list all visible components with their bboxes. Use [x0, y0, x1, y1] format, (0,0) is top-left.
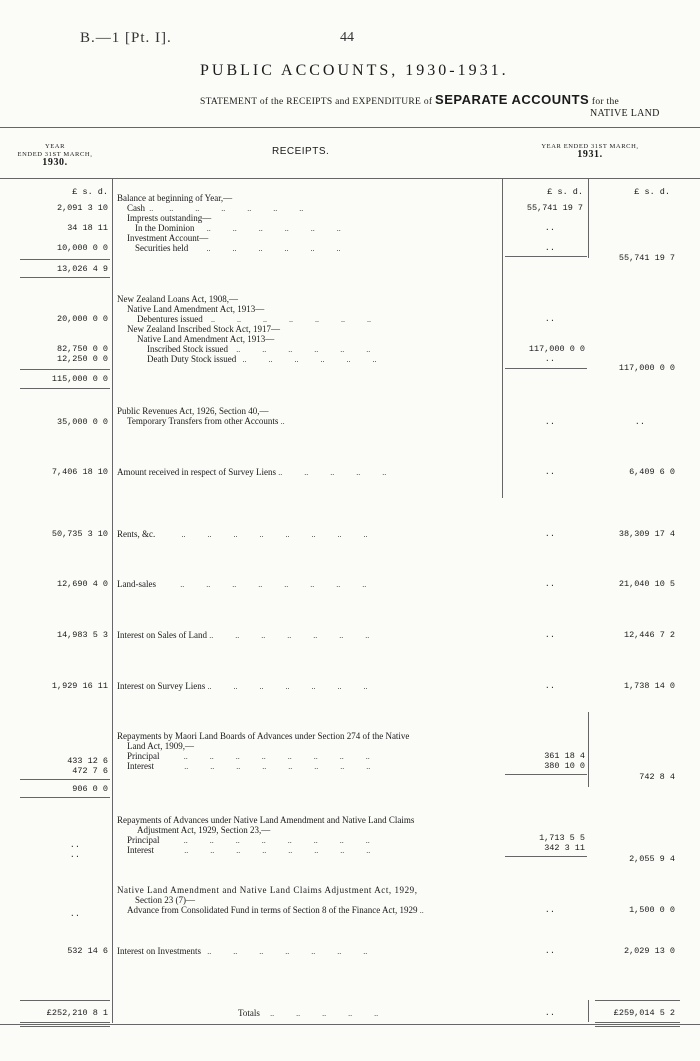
loans-l2: Native Land Amendment Act, 1913— — [127, 304, 265, 314]
interest-survey-label: Interest on Survey Liens .. .. .. .. .. .. .. — [117, 681, 368, 691]
column-divider-prev — [112, 178, 113, 1023]
loans-l6-label: Inscribed Stock issued — [147, 344, 228, 354]
subtitle-post: for the — [591, 97, 620, 107]
units-prev: £ s. d. — [72, 187, 108, 197]
public-revenues-prev: 35,000 0 0 — [56, 417, 108, 427]
investments-cur: .. — [544, 946, 555, 956]
loans-prev-death: 12,250 0 0 — [56, 354, 108, 364]
balance-cur-rule — [505, 256, 587, 257]
balance-prev-dominion: 34 18 11 — [67, 223, 108, 233]
totals-rule-top — [595, 1000, 680, 1001]
loans-prev-debentures: 20,000 0 0 — [56, 314, 108, 324]
claims-l1: Native Land Amendment and Native Land Claims Adjustment Act, 1929, — [117, 885, 418, 895]
loans-cur-rule — [505, 368, 587, 369]
cur-year-header — [515, 143, 665, 159]
public-revenues-l2-label: Temporary Transfers from other Accounts — [127, 416, 279, 426]
balance-prev-securities: 10,000 0 0 — [56, 243, 108, 253]
survey-liens-total: 6,409 6 0 — [629, 467, 675, 477]
balance-securities-label: Securities held — [135, 243, 189, 253]
public-revenues-total: .. — [634, 417, 645, 427]
interest-survey-text: Interest on Survey Liens — [117, 681, 206, 691]
maori-prev-rule — [20, 779, 110, 780]
maori-l2: Land Act, 1909,— — [127, 741, 194, 751]
claims-l3: Advance from Consolidated Fund in terms of Section 8 of the Finance Act, 1929 .. — [127, 905, 424, 915]
units-cur: £ s. d. — [547, 187, 583, 197]
totals-double-1 — [595, 1022, 680, 1023]
claims-l2: Section 23 (7)— — [135, 895, 195, 905]
subtitle-pre: STATEMENT of the RECEIPTS and EXPENDITURE of — [200, 97, 433, 107]
totals-prev-double-1 — [20, 1022, 110, 1023]
table-bottom-rule — [0, 1024, 700, 1025]
balance-cur-securities: .. — [544, 243, 555, 253]
loans-cur-inscribed: 117,000 0 0 — [528, 344, 585, 354]
interest-sales-text: Interest on Sales of Land — [117, 630, 207, 640]
loans-l4: New Zealand Inscribed Stock Act, 1917— — [127, 324, 280, 334]
claims-l3-label: Advance from Consolidated Fund in terms of Section 8 of the Finance Act, 1929 — [127, 905, 418, 915]
investments-text: Interest on Investments — [117, 946, 201, 956]
advances-l2: Adjustment Act, 1929, Section 23,— — [137, 825, 271, 835]
advances-principal: Principal .. .. .. .. .. .. .. .. — [127, 835, 370, 845]
totals-prev: £252,210 8 1 — [46, 1008, 108, 1018]
advances-interest-label: Interest — [127, 845, 154, 855]
page-title: PUBLIC ACCOUNTS, 1930-1931. — [200, 62, 509, 79]
loans-total: 117,000 0 0 — [618, 363, 675, 373]
balance-prev-total: 13,026 4 9 — [56, 264, 108, 274]
interest-survey-prev: 1,929 16 11 — [51, 681, 108, 691]
maori-principal-label: Principal — [127, 751, 160, 761]
maori-interest-label: Interest — [127, 761, 154, 771]
maori-principal: Principal .. .. .. .. .. .. .. .. — [127, 751, 370, 761]
balance-cur-cash: 55,741 19 7 — [526, 203, 583, 213]
loans-l7-label: Death Duty Stock issued — [147, 354, 237, 364]
cur-year-l1: YEAR ENDED 31ST MARCH, — [541, 143, 639, 150]
totals-label: Totals .. .. .. .. .. — [238, 1008, 379, 1018]
loans-prev-total: 115,000 0 0 — [51, 374, 108, 384]
interest-sales-cur: .. — [544, 630, 555, 640]
balance-prev-rule-2 — [20, 277, 110, 278]
investments-label: Interest on Investments .. .. .. .. .. .. .. — [117, 946, 368, 956]
totals-prev-double-2 — [20, 1026, 110, 1027]
balance-cur-dominion: .. — [544, 223, 555, 233]
page-reference: B.—1 [Pt. I]. — [80, 30, 172, 46]
land-sales-prev: 12,690 4 0 — [56, 579, 108, 589]
claims-cur: .. — [544, 905, 555, 915]
balance-total: 55,741 19 7 — [618, 253, 675, 263]
advances-cur-interest: 342 3 11 — [544, 843, 585, 853]
maori-prev-rule-2 — [20, 797, 110, 798]
loans-prev-rule-2 — [20, 388, 110, 389]
advances-cur-rule — [505, 856, 587, 857]
maori-total: 742 8 4 — [639, 772, 675, 782]
maori-interest: Interest .. .. .. .. .. .. .. .. — [127, 761, 371, 771]
loans-l7: Death Duty Stock issued .. .. .. .. .. .. — [147, 354, 377, 364]
loans-prev-inscribed: 82,750 0 0 — [56, 344, 108, 354]
column-divider-totals — [588, 1000, 589, 1022]
claims-prev: .. — [69, 909, 80, 919]
advances-total: 2,055 9 4 — [629, 854, 675, 864]
interest-sales-total: 12,446 7 2 — [623, 630, 675, 640]
prev-year-l2: ENDED 31ST MARCH, — [17, 151, 93, 158]
public-revenues-l2: Temporary Transfers from other Accounts .. — [127, 416, 285, 426]
advances-prev-principal: .. — [69, 840, 80, 850]
advances-prev-interest: .. — [69, 850, 80, 860]
column-divider-cur-lower — [588, 712, 589, 787]
advances-l1: Repayments of Advances under Native Land Amendment and Native Land Claims — [117, 815, 415, 825]
survey-liens-text: Amount received in respect of Survey Liens — [117, 467, 276, 477]
loans-l1: New Zealand Loans Act, 1908,— — [117, 294, 238, 304]
balance-prev-cash: 2,091 3 10 — [56, 203, 108, 213]
rents-total: 38,309 17 4 — [618, 529, 675, 539]
loans-l3-label: Debentures issued — [137, 314, 203, 324]
maori-cur-rule — [505, 774, 587, 775]
interest-sales-prev: 14,983 5 3 — [56, 630, 108, 640]
claims-total: 1,500 0 0 — [629, 905, 675, 915]
column-divider-cur — [588, 178, 589, 258]
loans-prev-rule — [20, 369, 110, 370]
prev-year-header — [10, 143, 100, 167]
subtitle-line-2: NATIVE LAND — [590, 108, 660, 119]
rents-cur: .. — [544, 529, 555, 539]
maori-prev-interest: 472 7 6 — [72, 766, 108, 776]
loans-l6: Inscribed Stock issued .. .. .. .. .. .. — [147, 344, 371, 354]
units-total: £ s. d. — [634, 187, 670, 197]
maori-cur-principal: 361 18 4 — [544, 751, 585, 761]
totals-prev-rule-top — [20, 1000, 110, 1001]
header-bottom-rule — [0, 178, 700, 179]
totals-double-2 — [595, 1026, 680, 1027]
balance-title: Balance at beginning of Year,— — [117, 193, 233, 203]
interest-survey-cur: .. — [544, 681, 555, 691]
table-top-rule — [0, 127, 700, 128]
loans-cur-death: .. — [544, 354, 555, 364]
advances-principal-label: Principal — [127, 835, 160, 845]
public-revenues-l1: Public Revenues Act, 1926, Section 40,— — [117, 406, 269, 416]
cur-year-l2: 1931. — [577, 149, 603, 160]
maori-l1: Repayments by Maori Land Boards of Advances under Section 274 of the Native — [117, 731, 410, 741]
balance-securities: Securities held .. .. .. .. .. .. — [135, 243, 341, 253]
totals-text: Totals — [238, 1008, 260, 1018]
land-sales-text: Land-sales — [117, 579, 156, 589]
balance-dominion: In the Dominion .. .. .. .. .. .. — [135, 223, 341, 233]
balance-investment: Investment Account— — [127, 233, 209, 243]
balance-dominion-label: In the Dominion — [135, 223, 195, 233]
interest-sales-label: Interest on Sales of Land .. .. .. .. .. .. .. — [117, 630, 370, 640]
land-sales-cur: .. — [544, 579, 555, 589]
loans-cur-debentures: .. — [544, 314, 555, 324]
survey-liens-prev: 7,406 18 10 — [51, 467, 108, 477]
totals-total: £259,014 5 2 — [613, 1008, 675, 1018]
maori-prev-principal: 433 12 6 — [67, 756, 108, 766]
rents-text: Rents, &c. — [117, 529, 156, 539]
prev-year-l1: YEAR — [44, 143, 66, 150]
survey-liens-label: Amount received in respect of Survey Liens .. .. .. .. .. — [117, 467, 387, 477]
receipts-header: RECEIPTS. — [272, 146, 330, 157]
land-sales-label: Land-sales .. .. .. .. .. .. .. .. — [117, 579, 367, 589]
balance-prev-rule — [20, 259, 110, 260]
statement-subtitle — [200, 92, 619, 107]
prev-year-l3: 1930. — [42, 157, 68, 168]
balance-cash-label: Cash — [127, 203, 145, 213]
maori-prev-total: 906 0 0 — [72, 784, 108, 794]
loans-l3: Debentures issued .. .. .. .. .. .. .. — [137, 314, 371, 324]
interest-survey-total: 1,738 14 0 — [623, 681, 675, 691]
totals-cur: .. — [544, 1008, 555, 1018]
public-revenues-cur: .. — [544, 417, 555, 427]
advances-cur-principal: 1,713 5 5 — [539, 833, 585, 843]
balance-cash: Cash .. .. .. .. .. .. .. — [127, 203, 304, 213]
advances-interest: Interest .. .. .. .. .. .. .. .. — [127, 845, 371, 855]
column-divider-receipts-upper — [502, 178, 503, 498]
balance-imprests: Imprests outstanding— — [127, 213, 212, 223]
subtitle-emphasis: SEPARATE ACCOUNTS — [435, 92, 590, 107]
rents-prev: 50,735 3 10 — [51, 529, 108, 539]
investments-total: 2,029 13 0 — [623, 946, 675, 956]
investments-prev: 532 14 6 — [67, 946, 108, 956]
rents-label: Rents, &c. .. .. .. .. .. .. .. .. — [117, 529, 368, 539]
maori-cur-interest: 380 10 0 — [544, 761, 585, 771]
survey-liens-cur: .. — [544, 467, 555, 477]
land-sales-total: 21,040 10 5 — [618, 579, 675, 589]
loans-l5: Native Land Amendment Act, 1913— — [137, 334, 275, 344]
page-number: 44 — [340, 30, 354, 45]
